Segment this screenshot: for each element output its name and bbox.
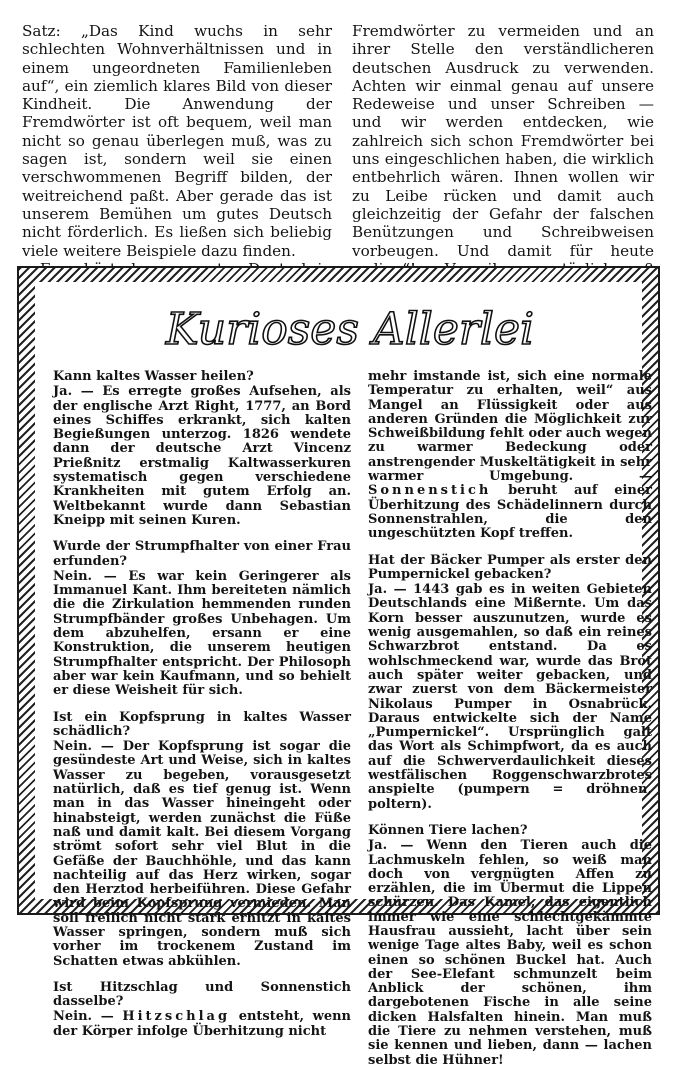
question: Hat der Bäcker Pumper als erster den Pumpernickel gebacken? (368, 552, 652, 582)
answer-text: mehr imstande ist, sich eine normale Temperatur zu erhalten, weil“ aus Mangel an Flüssigkeit oder aus anderen Gründen die Möglichkeit zur Schweißbildung fehlt oder auch wegen zu warmer Bedeckung oder anstrengender Muskeltätigkeit in sehr warmer Umgebung. — (368, 369, 652, 485)
kurioses-allerlei-box (17, 266, 660, 1068)
box-content (35, 282, 652, 1068)
answer: Ja. — Es erregte großes Aufsehen, als der englische Arzt Right, 1777, an Bord eines Schiffes erkrankt, sich kalten Begießungen unterzog. 1826 wendete dann der deutsche Arzt Vincenz Prießnitz erstmalig Kaltwasserkuren systematisch gegen verschiedene Krankheiten mit gutem Erfolg an. Weltbekannt wurde dann Sebastian Kneipp mit seinen Kuren. (53, 384, 351, 528)
answer: Nein. — Es war kein Geringerer als Immanuel Kant. Ihm bereiteten nämlich die die Zirkulation hemmenden runden Strumpfbänder großes Unbehagen. Um dem abzuhelfen, ersann er eine Konstruktion, die unserem heutigen Strumpfhalter entspricht. Der Philosoph aber war kein Kaufmann, und so behielt er diese Weisheit für sich. (53, 568, 351, 699)
answer: Nein. — Der Kopfsprung ist sogar die gesündeste Art und Weise, sich in kaltes Wasser zu begeben, vorausgesetzt natürlich, daß es tief genug ist. Wenn man in das Wasser hineingeht oder hinabsteigt, werden zunächst die Füße naß und damit kalt. Bei diesem Vorgang strömt sofort sehr viel Blut in die Gefäße der Bauchhöhle, und das kann nachteilig auf das Herz wirken, sogar den Herztod herbeiführen. Diese Gefahr wird beim Kopfsprung vermieden. Man soll freilich nicht stark erhitzt in kaltes Wasser springen, sondern muß sich vorher im trockenem Zustand im Schatten etwas abkühlen. (53, 739, 351, 969)
question: Wurde der Strumpfhalter von einer Frau erfunden? (53, 539, 351, 569)
article-paragraph: Fremdwörter zu vermeiden und an ihrer Stelle den verständlicheren deutschen Ausdruck zu verwenden. Achten wir einmal genau auf unsere Redeweise und unser Schreiben — und wir werden entdecken, wie zahlreich sich schon Fremdwörter bei uns eingeschlichen haben, die wirklich entbehrlich wären. Ihnen wollen wir zu Leibe rücken und damit auch gleichzeitig der Gefahr der falschen Benützungen und Schreibweisen vorbeugen. Und damit für heute (352, 22, 654, 260)
answer-text: beruht auf einer Überhitzung des Schädelinnern durch Sonnenstrahlen, die den ungeschützten Kopf treffen. (368, 483, 652, 542)
answer (53, 1010, 351, 1039)
question: Ist ein Kopfsprung in kaltes Wasser schädlich? (53, 709, 351, 739)
answer-spaced-term: Hitzschlag (122, 1009, 231, 1025)
question: Können Tiere lachen? (368, 822, 528, 838)
qa-column-right (368, 370, 652, 1068)
answer-text: entsteht, wenn der Körper infolge Überhitzung nicht (53, 1009, 351, 1039)
box-title (130, 300, 570, 360)
answer-spaced-term: Sonnenstich (368, 483, 492, 499)
question: Ist Hitzschlag und Sonnenstich dasselbe? (53, 979, 351, 1010)
answer: Ja. — Wenn den Tieren auch die Lachmuskeln fehlen, so weiß man doch von vergnügten Affen zu erzählen, die im Übermut die Lippen schürzen. Das Kamel, das eigentlich immer wie eine schlechtgekämmte Hausfrau aussieht, lacht über sein wenige Tage altes Baby, weil es schon einen so schönen Buckel hat. Auch der See-Elefant schmunzelt beim Anblick der schönen, ihm dargebotenen Fische in alle seine dicken Halsfalten hinein. Man muß die Tiere zu nehmen verstehen, muß sie kennen und lieben, dann — lachen selbst die Hühner! (368, 838, 652, 1068)
box-title-text: Kurioses Allerlei (165, 304, 535, 355)
article-paragraph: Satz: „Das Kind wuchs in sehr schlechten Wohnverhältnissen und in einem ungeordneten Familienleben auf“, ein ziemlich klares Bild von dieser Kindheit. Die Anwendung der Fremdwörter ist oft bequem, weil man nicht so genau überlegen muß, was zu sagen ist, sondern weil sie einen verschwommenen Begriff bilden, der weitreichend paßt. Aber gerade das ist unserem Bemühen um gutes Deutsch nicht förderlich. Es ließen sich beliebig viele weitere Beispiele dazu finden. (22, 22, 332, 260)
answer-continued (368, 370, 652, 542)
qa-column-left (53, 370, 351, 1039)
article-column-left (22, 22, 332, 296)
question: Kann kaltes Wasser heilen? (53, 369, 254, 384)
answer-text: Nein. — (53, 1009, 123, 1025)
answer: Ja. — 1443 gab es in weiten Gebieten Deutschlands eine Mißernte. Um das Korn besser auszunutzen, wurde es wenig ausgemahlen, so daß ein reines Schwarzbrot entstand. Da es wohlschmeckend war, wurde das Brot auch später weiter gebacken, und zwar zuerst von dem Bäckermeister Nikolaus Pumper in Osnabrück. Daraus entwickelte sich der Name „Pumpernickel“. Ursprünglich galt das Wort als Schimpfwort, da es auch auf die Schwerverdaulichkeit dieses westfälischen Roggenschwarzbrotes anspielte (pumpern = dröhnen, poltern). (368, 582, 652, 812)
article-column-right (352, 22, 654, 296)
